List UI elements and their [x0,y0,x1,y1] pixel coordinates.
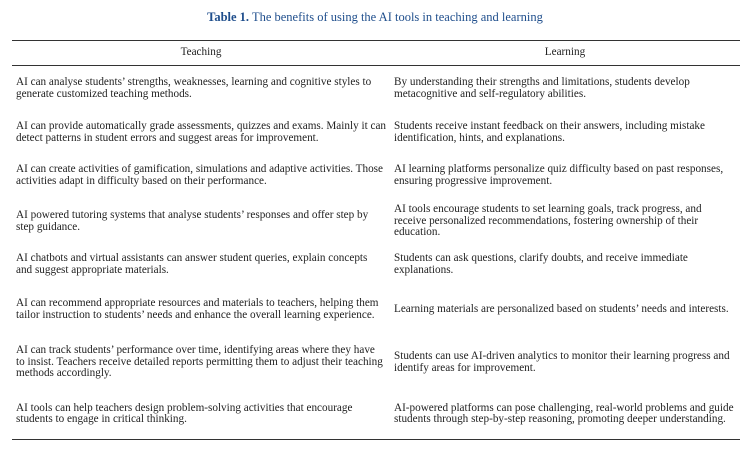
table-row [12,336,740,390]
cell-teaching: AI can analyse students’ strengths, weaknesses, learning and cognitive styles to generate customized teaching methods. [16,76,372,100]
cell-teaching: AI tools can help teachers design problem-solving activities that encourage students to engage in critical thinking. [16,401,353,426]
header-teaching: Teaching [180,46,222,59]
table-row [12,285,740,336]
table-caption-label: Table 1. [207,10,250,24]
cell-learning: Students receive instant feedback on their answers, including mistake identification, hints, and explanations. [394,120,705,144]
table-header [12,41,740,66]
cell-learning: Students can ask questions, clarify doubts, and receive immediate explanations. [394,252,688,276]
cell-learning: AI tools encourage students to set learning goals, track progress, and receive personalized recommendations, fostering ownership of their education. [394,203,702,239]
table-row [12,390,740,440]
table-row [12,246,740,285]
cell-teaching: AI can provide automatically grade assessments, quizzes and exams. Mainly it can detect patterns in student errors and suggest areas for improvement. [16,120,387,144]
cell-learning: Learning materials are personalized based on students’ needs and interests. [394,303,729,316]
cell-learning: AI learning platforms personalize quiz difficulty based on past responses, ensuring progressive improvement. [394,163,724,187]
table-body [12,66,740,440]
table-row [12,198,740,246]
cell-learning: Students can use AI-driven analytics to monitor their learning progress and identify areas for improvement. [394,349,730,374]
header-row [12,41,740,66]
cell-teaching: AI can recommend appropriate resources and materials to teachers, helping them tailor instruction to students’ needs and enhance the overall learning experience. [16,297,379,321]
table-row [12,112,740,155]
cell-teaching: AI powered tutoring systems that analyse students’ responses and offer step by step guidance. [16,208,369,233]
table-caption [0,10,750,24]
cell-learning: By understanding their strengths and limitations, students develop metacognitive and self-regulatory abilities. [394,76,690,100]
header-learning: Learning [544,46,586,59]
cell-learning: AI-powered platforms can pose challenging, real-world problems and guide students through step-by-step reasoning, promoting deeper understanding. [394,401,734,426]
cell-teaching: AI chatbots and virtual assistants can answer student queries, explain concepts and suggest appropriate materials. [16,252,368,276]
table-row [12,155,740,198]
cell-teaching: AI can track students’ performance over time, identifying areas where they have to insist. Teachers receive detailed reports permitting them to adjust their teaching methods accordingly. [16,344,383,380]
cell-teaching: AI can create activities of gamification, simulations and adaptive activities. Those activities adapt in difficulty based on their performance. [16,163,383,187]
table-caption-text: The benefits of using the AI tools in teaching and learning [251,10,543,24]
benefits-table [12,40,740,440]
table-row [12,66,740,112]
